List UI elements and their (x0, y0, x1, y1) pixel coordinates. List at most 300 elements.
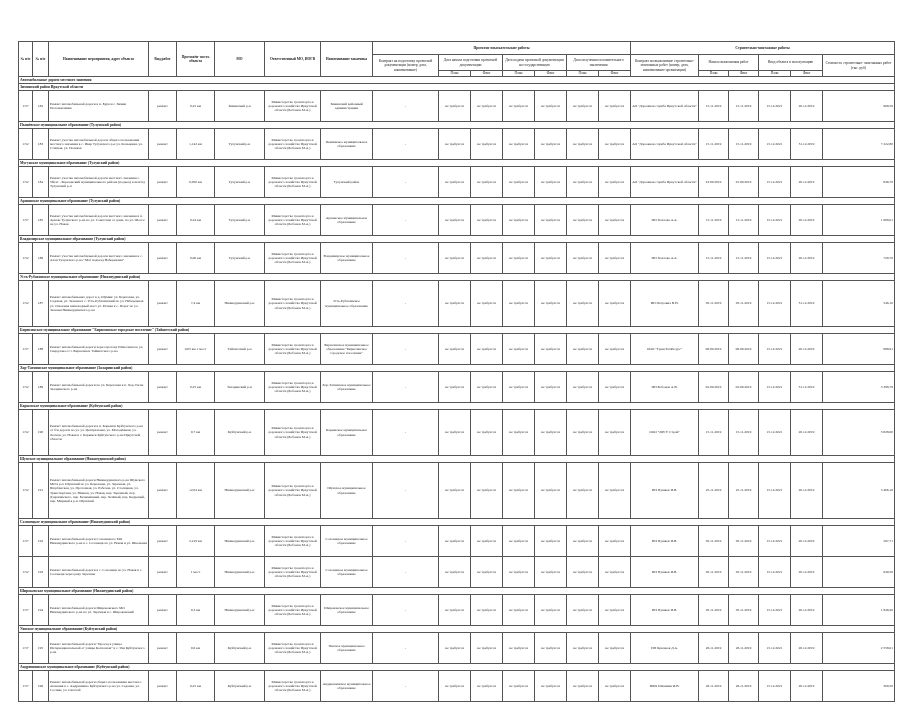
row-commissioning-plan: 15.12.2021 (759, 463, 791, 519)
row-commissioning-fact: 20.12.2019 (791, 410, 823, 456)
row-commissioning-fact: 31.12.2019 (791, 281, 823, 327)
row-commissioning-fact: 20.12.2019 (791, 167, 823, 198)
row-design-submit-plan: не требуется (503, 91, 535, 122)
row-design-start-plan: не требуется (439, 334, 471, 365)
section-title: Широковское муниципальное образование (Нижнеудинский район) (19, 588, 895, 595)
row-code: 185 (33, 205, 49, 236)
fact-label: Факт (729, 71, 759, 77)
row-design-start-fact: не требуется (471, 372, 503, 403)
row-design-submit-plan: не требуется (503, 671, 535, 702)
row-design-receive-plan: не требуется (567, 205, 599, 236)
row-construction-start-plan: 15.11.2019 (699, 91, 729, 122)
row-name: Ремонт автомобильной дороги Нижнеудинского р-на Шумского МО в р.п. Шумский по ул. Березовая, ул. Заречная, ул. Шорбанская, ул. Проточная, ул. Рабочая, ул. Столярная, ул. Транспортная, ул. Южная, ул. Новая, пер. Заречный, пер. Дзержинского, пер. Безымянный, пер. Зелёный, пер. Кедровый, пер. Мирный в р.п. Шумский (49, 463, 149, 519)
row-length: 1 мост (177, 557, 215, 588)
section-row (19, 327, 895, 334)
row-contract-design: - (373, 167, 439, 198)
row-code: 192 (33, 526, 49, 557)
row-mo: Нижнеудинский р-н (215, 463, 265, 519)
row-design-submit-fact: не требуется (535, 372, 567, 403)
table-body (19, 77, 895, 702)
row-commissioning-plan: 15.12.2021 (759, 526, 791, 557)
section-title: Андрюшинское муниципальное образование (Куйтунский район) (19, 664, 895, 671)
group-design: Проектно-изыскательские работы (373, 42, 631, 55)
fact-label: Факт (599, 71, 631, 77)
row-design-submit-plan: не требуется (503, 410, 535, 456)
row-construction-start-fact: 15.11.2019 (729, 410, 759, 456)
row-responsible: Министерство транспорта и дорожного хозяйства Иркутской области (Бобонов М.А.) (265, 91, 321, 122)
group-construction: Строительно-монтажные работы (631, 42, 895, 55)
row-customer: Андрюшинское муниципальное образование (321, 671, 373, 702)
row-design-receive-fact: не требуется (599, 91, 631, 122)
row-design-receive-fact: не требуется (599, 129, 631, 160)
row-commissioning-plan: 15.12.2021 (759, 129, 791, 160)
row-code: 182 (33, 91, 49, 122)
row-length: 0,6 км (177, 633, 215, 664)
row-cost: 846,70 (823, 167, 895, 198)
col-design-start: Дата начала подготовки проектной документации (439, 55, 503, 71)
row-customer: Аршанское муниципальное образование (321, 205, 373, 236)
row-design-submit-fact: не требуется (535, 410, 567, 456)
row-work-type: ремонт (149, 129, 177, 160)
row-commissioning-fact: 20.12.2019 (791, 463, 823, 519)
row-contract-design: - (373, 633, 439, 664)
fact-label: Факт (791, 71, 823, 77)
row-work-type: ремонт (149, 463, 177, 519)
section-row (19, 236, 895, 243)
row-design-submit-fact: не требуется (535, 281, 567, 327)
row-design-start-plan: не требуется (439, 205, 471, 236)
row-commissioning-plan: 15.12.2021 (759, 410, 791, 456)
row-mo: Тулунский р-н (215, 167, 265, 198)
row-construction-start-fact: 25.11.2019 (729, 463, 759, 519)
col-mo: МО (215, 42, 265, 77)
row-design-start-fact: не требуется (471, 129, 503, 160)
row-design-start-plan: не требуется (439, 91, 471, 122)
row-contract-construction: ИП Хохлова А.А. (631, 243, 699, 274)
row-length: 1,142 км (177, 129, 215, 160)
col-num: № п/п (19, 42, 33, 77)
row-design-start-fact: не требуется (471, 334, 503, 365)
row-construction-start-fact: 05.11.2019 (729, 281, 759, 327)
row-design-receive-plan: не требуется (567, 372, 599, 403)
plan-label: План (567, 71, 599, 77)
row-construction-start-fact: 26.11.2019 (729, 671, 759, 702)
section-title: Уянское муниципальное образование (Куйтунский район) (19, 626, 895, 633)
row-commissioning-fact: 20.12.2019 (791, 243, 823, 274)
row-design-start-fact: не требуется (471, 595, 503, 626)
row-design-start-fact: не требуется (471, 410, 503, 456)
row-commissioning-plan: 15.12.2021 (759, 281, 791, 327)
row-mo: Куйтунский р-н (215, 633, 265, 664)
section-row (19, 403, 895, 410)
col-cost: Стоимость строительно- монтажных работ (тыс. руб) (823, 55, 895, 77)
row-name: Ремонт автомобильной дороги в п. Карымск Куйтунского р-на от б/н дороги по ул. ул. Центральная, ул. Молодёжная, ул. Лесная, ул. Новая в с. Карымск Куйтунского р-на Иркутской области (49, 410, 149, 456)
row-contract-design: - (373, 129, 439, 160)
section-row (19, 160, 895, 167)
row-contract-construction: ООО "ДРСУ Строй" (631, 410, 699, 456)
row-design-submit-fact: не требуется (535, 633, 567, 664)
row-num: 1/52 (19, 410, 33, 456)
section-title: Зиминский район Иркутской области (19, 84, 895, 91)
row-commissioning-plan: 15.12.2021 (759, 91, 791, 122)
row-design-submit-plan: не требуется (503, 633, 535, 664)
row-design-receive-plan: не требуется (567, 595, 599, 626)
row-code: 190 (33, 410, 49, 456)
row-code: 183 (33, 129, 49, 160)
row-length: 0,3 км (177, 595, 215, 626)
table-row (19, 410, 895, 456)
row-num: 1/57 (19, 671, 33, 702)
row-construction-start-fact: 25.09.2019 (729, 167, 759, 198)
row-commissioning-plan: 15.12.2021 (759, 334, 791, 365)
row-cost: 968,59 (823, 91, 895, 122)
table-row (19, 243, 895, 274)
row-design-start-fact: не требуется (471, 167, 503, 198)
row-commissioning-fact: 20.12.2019 (791, 334, 823, 365)
row-cost: 546,10 (823, 281, 895, 327)
row-design-receive-plan: не требуется (567, 243, 599, 274)
row-design-submit-fact: не требуется (535, 243, 567, 274)
table-row (19, 463, 895, 519)
row-design-submit-plan: не требуется (503, 595, 535, 626)
row-design-submit-plan: не требуется (503, 526, 535, 557)
row-work-type: ремонт (149, 671, 177, 702)
row-mo: Тулунский р-н (215, 205, 265, 236)
row-length: 0,06 км (177, 243, 215, 274)
row-design-submit-fact: не требуется (535, 557, 567, 588)
section-title: Солонецкое муниципальное образование (Нижнеудинский район) (19, 519, 895, 526)
row-design-receive-plan: не требуется (567, 463, 599, 519)
col-responsible: Ответственный МО, ИОГВ (265, 42, 321, 77)
row-construction-start-fact: 15.11.2019 (729, 129, 759, 160)
row-contract-construction: АО "Дорожная служба Иркутской области" (631, 167, 699, 198)
section-title: Шумское муниципальное образование (Нижнеудинский район) (19, 456, 895, 463)
row-design-receive-fact: не требуется (599, 526, 631, 557)
row-construction-start-plan: 06.09.2019 (699, 334, 729, 365)
row-work-type: ремонт (149, 372, 177, 403)
row-cost: 297,71 (823, 526, 895, 557)
row-design-start-plan: не требуется (439, 671, 471, 702)
row-cost: 3 398,79 (823, 372, 895, 403)
row-num: 1/52 (19, 372, 33, 403)
row-contract-design: - (373, 91, 439, 122)
row-customer: Карымское муниципальное образование (321, 410, 373, 456)
fact-label: Факт (535, 71, 567, 77)
row-commissioning-fact: 20.12.2019 (791, 91, 823, 122)
row-design-start-fact: не требуется (471, 91, 503, 122)
row-commissioning-fact: 20.12.2019 (791, 633, 823, 664)
row-design-submit-plan: не требуется (503, 281, 535, 327)
plan-label: План (439, 71, 471, 77)
row-responsible: Министерство транспорта и дорожного хозяйства Иркутской области (Бобонов М.А.) (265, 463, 321, 519)
row-design-submit-fact: не требуется (535, 334, 567, 365)
row-design-submit-fact: не требуется (535, 91, 567, 122)
row-construction-start-fact: 05.11.2019 (729, 557, 759, 588)
row-length: 0,24 км (177, 205, 215, 236)
row-construction-start-plan: 15.11.2019 (699, 243, 729, 274)
row-commissioning-plan: 15.12.2021 (759, 167, 791, 198)
row-mo: Нижнеудинский р-н (215, 281, 265, 327)
row-name: Ремонт участка автомобильной дороги местного значения в п. Аршан Тулунского р-на по ул. Советская от дома, по ул. Шоссе на ул. Новая (49, 205, 149, 236)
row-design-submit-fact: не требуется (535, 671, 567, 702)
row-design-receive-plan: не требуется (567, 91, 599, 122)
row-name: Ремонт автомобильной дороги общего пользования местного значения в с. Андрюшино Куйтунского р-на ул. Садовая, ул. Соснин, ул. Светлой (49, 671, 149, 702)
row-design-start-plan: не требуется (439, 167, 471, 198)
col-design-receive: Дата получения положительного заключения (567, 55, 631, 71)
row-length: 2,219 км (177, 526, 215, 557)
row-code: 187 (33, 281, 49, 327)
row-responsible: Министерство транспорта и дорожного хозяйства Иркутской области (Бобонов М.А.) (265, 243, 321, 274)
row-length: 0,050 км (177, 167, 215, 198)
row-commissioning-plan: 15.12.2021 (759, 633, 791, 664)
row-contract-design: - (373, 595, 439, 626)
row-design-receive-plan: не требуется (567, 671, 599, 702)
section-row (19, 77, 895, 84)
row-customer: Солонецкое муниципальное образование (321, 526, 373, 557)
row-design-start-plan: не требуется (439, 557, 471, 588)
row-design-receive-fact: не требуется (599, 410, 631, 456)
row-design-receive-plan: не требуется (567, 129, 599, 160)
row-commissioning-fact: 31.12.2019 (791, 129, 823, 160)
row-design-receive-fact: не требуется (599, 281, 631, 327)
table-row (19, 281, 895, 327)
row-design-start-plan: не требуется (439, 372, 471, 403)
row-construction-start-plan: 15.11.2019 (699, 129, 729, 160)
row-design-receive-fact: не требуется (599, 671, 631, 702)
plan-label: План (759, 71, 791, 77)
row-design-receive-plan: не требуется (567, 410, 599, 456)
row-responsible: Министерство транспорта и дорожного хозяйства Иркутской области (Бобонов М.А.) (265, 334, 321, 365)
row-responsible: Министерство транспорта и дорожного хозяйства Иркутской области (Бобонов М.А.) (265, 167, 321, 198)
table-row (19, 526, 895, 557)
row-num: 1/57 (19, 526, 33, 557)
row-code: 194 (33, 595, 49, 626)
row-contract-design: - (373, 205, 439, 236)
row-name: Ремонт участка автомобильной дороги местного значения в с. Алан Тулунского р-на "Мат подъезд Набережная" (49, 243, 149, 274)
row-contract-construction: ИП Бобонов А.В. (631, 372, 699, 403)
row-name: Ремонт автомобильной дороги в с. Солонецк по ул. Новая в с. Солонецк через реку Зарезная (49, 557, 149, 588)
row-construction-start-plan: 23.09.2019 (699, 167, 729, 198)
table-row (19, 167, 895, 198)
row-commissioning-plan: 15.12.2021 (759, 557, 791, 588)
row-work-type: ремонт (149, 557, 177, 588)
row-design-receive-plan: не требуется (567, 557, 599, 588)
section-row (19, 664, 895, 671)
row-construction-start-plan: 15.11.2019 (699, 205, 729, 236)
row-contract-construction: ИП Пушков И.В. (631, 526, 699, 557)
table-row (19, 372, 895, 403)
section-title: Пышёвское муниципальное образование (Тулунский район) (19, 122, 895, 129)
row-length: 0,25 км (177, 372, 215, 403)
row-commissioning-fact: 20.12.2019 (791, 526, 823, 557)
row-design-submit-fact: не требуется (535, 205, 567, 236)
fact-label: Факт (471, 71, 503, 77)
row-contract-design: - (373, 243, 439, 274)
row-num: 1/52 (19, 281, 33, 327)
row-design-start-plan: не требуется (439, 463, 471, 519)
row-construction-start-plan: 02.09.2019 (699, 372, 729, 403)
section-title: Владимирское муниципальное образование (Тулунский район) (19, 236, 895, 243)
row-cost: 3 466,10 (823, 463, 895, 519)
row-contract-design: - (373, 557, 439, 588)
row-length: 0,05 км 1 мост (177, 334, 215, 365)
row-cost: 309,50 (823, 671, 895, 702)
row-commissioning-plan: 15.12.2021 (759, 372, 791, 403)
row-mo: Куйтунский р-н (215, 410, 265, 456)
row-responsible: Министерство транспорта и дорожного хозяйства Иркутской области (Бобонов М.А.) (265, 205, 321, 236)
row-code: 196 (33, 671, 49, 702)
row-customer: Усть-Рубахинское муниципальное образование (321, 281, 373, 327)
row-responsible: Министерство транспорта и дорожного хозяйства Иркутской области (Бобонов М.А.) (265, 410, 321, 456)
row-responsible: Министерство транспорта и дорожного хозяйства Иркутской области (Бобонов М.А.) (265, 526, 321, 557)
col-design-submit: Дата подачи проектной документации на государственную (503, 55, 567, 71)
row-design-receive-fact: не требуется (599, 557, 631, 588)
row-design-start-fact: не требуется (471, 243, 503, 274)
row-design-submit-fact: не требуется (535, 526, 567, 557)
row-design-start-plan: не требуется (439, 526, 471, 557)
row-customer: Зиминский районный администрации (321, 91, 373, 122)
row-design-start-plan: не требуется (439, 595, 471, 626)
row-design-start-fact: не требуется (471, 281, 503, 327)
row-work-type: ремонт (149, 243, 177, 274)
row-name: Ремонт участка автомобильной дороги местного значения с. Уйгат - Березовский муниципального района (подъезд к шахте) Тулунский р-н (49, 167, 149, 198)
row-cost: 2 558,01 (823, 633, 895, 664)
row-contract-design: - (373, 372, 439, 403)
row-construction-start-fact: 05.11.2019 (729, 595, 759, 626)
section-row (19, 456, 895, 463)
row-design-submit-fact: не требуется (535, 595, 567, 626)
row-cost: 649,50 (823, 557, 895, 588)
section-title: Аршанское муниципальное образование (Тулунский район) (19, 198, 895, 205)
row-code: 186 (33, 243, 49, 274)
row-length: 7,4 км (177, 281, 215, 327)
row-customer: Шумское муниципальное образование (321, 463, 373, 519)
col-length: Протяжён- ность объекта (177, 42, 215, 77)
table-row (19, 671, 895, 702)
row-mo: Нижнеудинский р-н (215, 526, 265, 557)
row-cost: 1 848,20 (823, 595, 895, 626)
row-code: 184 (33, 167, 49, 198)
row-design-start-plan: не требуется (439, 129, 471, 160)
row-design-start-fact: не требуется (471, 557, 503, 588)
col-customer: Наименование заказчика (321, 42, 373, 77)
col-work-type: Вид работ (149, 42, 177, 77)
row-work-type: ремонт (149, 334, 177, 365)
row-code: 191 (33, 463, 49, 519)
row-mo: Тулунский р-н (215, 129, 265, 160)
section-row (19, 519, 895, 526)
row-design-submit-plan: не требуется (503, 372, 535, 403)
row-length: 0,7 км (177, 410, 215, 456)
row-code: 195 (33, 633, 49, 664)
row-contract-design: - (373, 463, 439, 519)
row-customer: Широковское муниципальное образование (321, 595, 373, 626)
row-responsible: Министерство транспорта и дорожного хозяйства Иркутской области (Бобонов М.А.) (265, 281, 321, 327)
row-customer: Пышёвское муниципальное образование (321, 129, 373, 160)
row-customer: Владимирское муниципальное образование (321, 243, 373, 274)
col-construction-start: Начало выполнения работ (699, 55, 759, 71)
row-design-start-fact: не требуется (471, 463, 503, 519)
row-responsible: Министерство транспорта и дорожного хозяйства Иркутской области (Бобонов М.А.) (265, 129, 321, 160)
row-design-submit-plan: не требуется (503, 167, 535, 198)
col-contract-design: Контракт на подготовку проектной документации (номер, дата, наименование) (373, 55, 439, 77)
row-customer: Уянское муниципальное образование (321, 633, 373, 664)
row-responsible: Министерство транспорта и дорожного хозяйства Иркутской области (Бобонов М.А.) (265, 595, 321, 626)
row-contract-construction: ИП Пушков И.В. (631, 595, 699, 626)
row-construction-start-plan: 05.11.2019 (699, 557, 729, 588)
row-design-receive-fact: не требуется (599, 205, 631, 236)
row-responsible: Министерство транспорта и дорожного хозяйства Иркутской области (Бобонов М.А.) (265, 557, 321, 588)
row-design-start-plan: не требуется (439, 243, 471, 274)
row-construction-start-plan: 26.11.2019 (699, 633, 729, 664)
row-commissioning-fact: 20.12.2019 (791, 671, 823, 702)
row-mo: Тулунский р-н (215, 243, 265, 274)
row-name: Ремонт участка автомобильной дороги общего пользования местного значения в с. Ивер Тулунского р-н ул. Кольцевая, ул. Степная, ул. Полевая (49, 129, 149, 160)
section-row (19, 274, 895, 281)
row-name: Ремонт автомобильной дороги в п. Буря и с. Зимин Полоновлевки (49, 91, 149, 122)
table-row (19, 334, 895, 365)
row-work-type: ремонт (149, 91, 177, 122)
row-num: 1/57 (19, 595, 33, 626)
section-row (19, 198, 895, 205)
row-design-start-fact: не требуется (471, 526, 503, 557)
col-commissioning: Ввод объекта в эксплуатацию (759, 55, 823, 71)
row-commissioning-plan: 15.12.2021 (759, 671, 791, 702)
row-responsible: Министерство транспорта и дорожного хозяйства Иркутской области (Бобонов М.А.) (265, 671, 321, 702)
row-length: 0,25 км (177, 91, 215, 122)
row-length: 0,25 км (177, 671, 215, 702)
row-commissioning-fact: 20.12.2019 (791, 595, 823, 626)
section-row (19, 122, 895, 129)
row-commissioning-fact: 31.12.2019 (791, 372, 823, 403)
row-contract-design: - (373, 410, 439, 456)
row-work-type: ремонт (149, 526, 177, 557)
section-row (19, 588, 895, 595)
row-mo: Нижнеудинский р-н (215, 557, 265, 588)
row-code: 193 (33, 557, 49, 588)
row-num: 1/52 (19, 129, 33, 160)
row-responsible: Министерство транспорта и дорожного хозяйства Иркутской области (Бобонов М.А.) (265, 372, 321, 403)
table-row (19, 633, 895, 664)
col-name: Наименование мероприятия, адрес объекта (49, 42, 149, 77)
row-num: 1/57 (19, 91, 33, 122)
row-name: Ремонт автомобильной дороги "Проезд к улицы Интернациональной от улицы Колхозная" в с. Уян Куйтунского р-на (49, 633, 149, 664)
row-contract-construction: ИП Петрович В.Н. (631, 281, 699, 327)
row-construction-start-plan: 05.11.2019 (699, 526, 729, 557)
row-contract-construction: ИП Пушков И.В. (631, 557, 699, 588)
row-design-submit-plan: не требуется (503, 334, 535, 365)
row-num: 1/57 (19, 205, 33, 236)
row-num: 1/52 (19, 167, 33, 198)
row-contract-construction: АО "Дорожная служба Иркутской области" (631, 129, 699, 160)
row-name: Ремонт автомобильной дороги по ул. Береговая в п. Хор-Тагна Заларинского р-на (49, 372, 149, 403)
row-commissioning-plan: 15.12.2021 (759, 243, 791, 274)
row-mo: Тайшетский р-н (215, 334, 265, 365)
row-cost: 988,91 (823, 334, 895, 365)
row-contract-construction: АО "Дорожная служба Иркутской области" (631, 91, 699, 122)
row-construction-start-fact: 26.11.2019 (729, 633, 759, 664)
row-commissioning-fact: 20.12.2019 (791, 557, 823, 588)
row-mo: Заларинский р-н (215, 372, 265, 403)
row-design-submit-plan: не требуется (503, 557, 535, 588)
row-construction-start-fact: 05.11.2019 (729, 526, 759, 557)
row-cost: 729,70 (823, 243, 895, 274)
section-title: Мугунское муниципальное образование (Тулунский район) (19, 160, 895, 167)
row-work-type: ремонт (149, 205, 177, 236)
row-code: 189 (33, 372, 49, 403)
row-design-receive-fact: не требуется (599, 372, 631, 403)
row-contract-design: - (373, 281, 439, 327)
